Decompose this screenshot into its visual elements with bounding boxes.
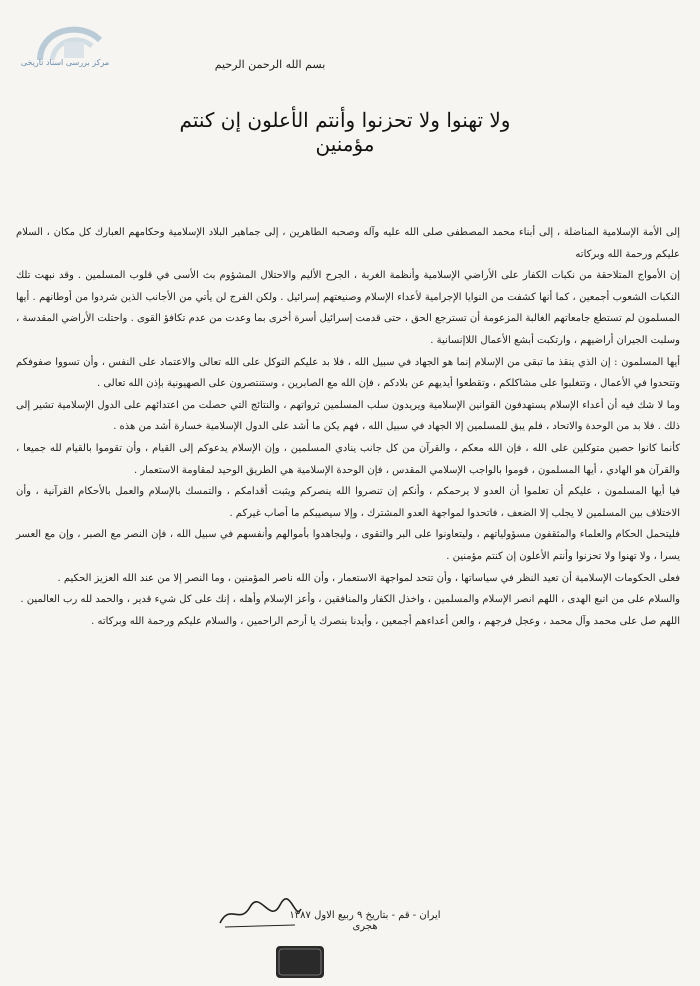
- paragraph: فليتحمل الحكام والعلماء والمثقفون مسؤولياتهم ، وليتعاونوا على البر والتقوى ، وليجاهدوا بأموالهم وأنفسهم في سبيل الله ، فإن النصر مع الصبر ، وإن مع العسر يسرا ، ولا تهنوا ولا تحزنوا وأنتم الأعلون إن كنتم مؤمنين .: [16, 529, 680, 562]
- official-seal: [275, 945, 325, 979]
- paragraph: فيا أيها المسلمون ، عليكم أن تعلموا أن العدو لا يرحمكم ، وأنكم إن تنصروا الله ينصركم ويثبت أقدامكم ، والتمسك بالإسلام والعمل بالأحكام القرآنية ، وأن الاختلاف بين المسلمين لا يجلب إلا الضعف ، فاتحدوا لمواجهة العدو المشترك ، وإلا سيصيبكم ما أصاب غيركم .: [16, 486, 680, 519]
- quran-verse-headline: ولا تهنوا ولا تحزنوا وأنتم الأعلون إن كنتم مؤمنين: [179, 108, 511, 156]
- paragraph: اللهم صل على محمد وآل محمد ، وعجل فرجهم ، والعن أعداءهم أجمعين ، وأيدنا بنصرك يا أرحم الراحمين ، والسلام عليكم ورحمة الله وبركاته .: [91, 615, 680, 627]
- letter-body: [16, 222, 680, 632]
- paragraph: وما لا شك فيه أن أعداء الإسلام يستهدفون القوانين الإسلامية ويريدون سلب المسلمين ثرواتهم ، والنتائج التي حصلت من اعتدائهم على الدول الإسلامية تشير إلى ذلك . فلا بد من الوحدة والاتحاد ، فلم يبق للمسلمين إلا الجهاد في سبيل الله ، فهم يكن ما أشد على الدول الإسلامية خسارة أشد من هذه .: [16, 399, 680, 433]
- paragraph: كأنما كانوا حصين متوكلين على الله ، فإن الله معكم ، والقرآن من كل جانب ينادي المسلمين ، وإن الإسلام يدعوكم إلى القيام ، وأن تقوموا بالقيام لله جميعا ، والقرآن هو الهادي ، أيها المسلمون ، قوموا بالواجب الإسلامي المقدس ، فإن الوحدة الإسلامية هي الطريق الوحيد لمقاومة الاستعمار .: [16, 442, 680, 476]
- watermark-text: مرکز بررسی اسناد تاریخی: [20, 58, 110, 67]
- paragraph: إن الأمواج المتلاحقة من نكبات الكفار على الأراضي الإسلامية وأنظمة الغربة ، الجرح الأليم والاحتلال المشؤوم بث الأسى في قلوب المسلمين . وقد نبهت تلك النكبات الشعوب أجمعين ، كما أنها كشفت من النوايا الإجرامية لأعداء الإسلام وصنيعتهم إسرائيل . ولكن الفرج لن يأتي من الأجانب الذين شردوا من أوطانهم . أيها المسلمون لم تستطع جامعاتهم الغالبة المزعومة أن تسترجع الحق ، حتى قدمت إسرائيل أسرة أخرى بما وعدت من عدم تكافؤ القوى . واحتلت الأراضي المقدسة ، وسلبت الجيران أراضيهم ، وارتكبت أبشع الأعمال اللاإنسانية .: [16, 270, 680, 346]
- paragraph: إلى الأمة الإسلامية المناضلة ، إلى أبناء محمد المصطفى صلى الله عليه وآله وصحبه الطاهرين ، إلى جماهير البلاد الإسلامية وحكامهم العبارك كل مكان ، السلام عليكم ورحمة الله وبركاته: [16, 227, 680, 260]
- paragraph: والسلام على من اتبع الهدى ، اللهم انصر الإسلام والمسلمين ، واخذل الكفار والمنافقين ، وأعز الإسلام وأهله ، إنك على كل شيء قدير ، والحمد لله رب العالمين .: [20, 594, 680, 606]
- basmala: بسم الله الرحمن الرحيم: [214, 58, 326, 71]
- archive-logo-watermark: [10, 10, 130, 80]
- date-line: ایران - قم - بتاریخ ٩ ربیع الاول ١٣٨٧ هجری: [289, 910, 441, 932]
- paragraph: فعلى الحكومات الإسلامية أن تعيد النظر في سياساتها ، وأن تتحد لمواجهة الاستعمار ، وأن الله ناصر المؤمنين ، وما النصر إلا من عند الله العزيز الحكيم .: [57, 572, 680, 584]
- paragraph: أيها المسلمون : إن الذي ينقذ ما تبقى من الإسلام إنما هو الجهاد في سبيل الله ، فلا بد عليكم التوكل على الله تعالى والاعتماد على النفس ، وأن تسووا صفوفكم وتتحدوا في الأعمال ، وتتغلبوا على مشاكلكم ، وتقطعوا أيديهم عن بلادكم ، فإن الله مع الصابرين ، وستنتصرون على الصهيونية بإذن الله تعالى .: [16, 356, 680, 390]
